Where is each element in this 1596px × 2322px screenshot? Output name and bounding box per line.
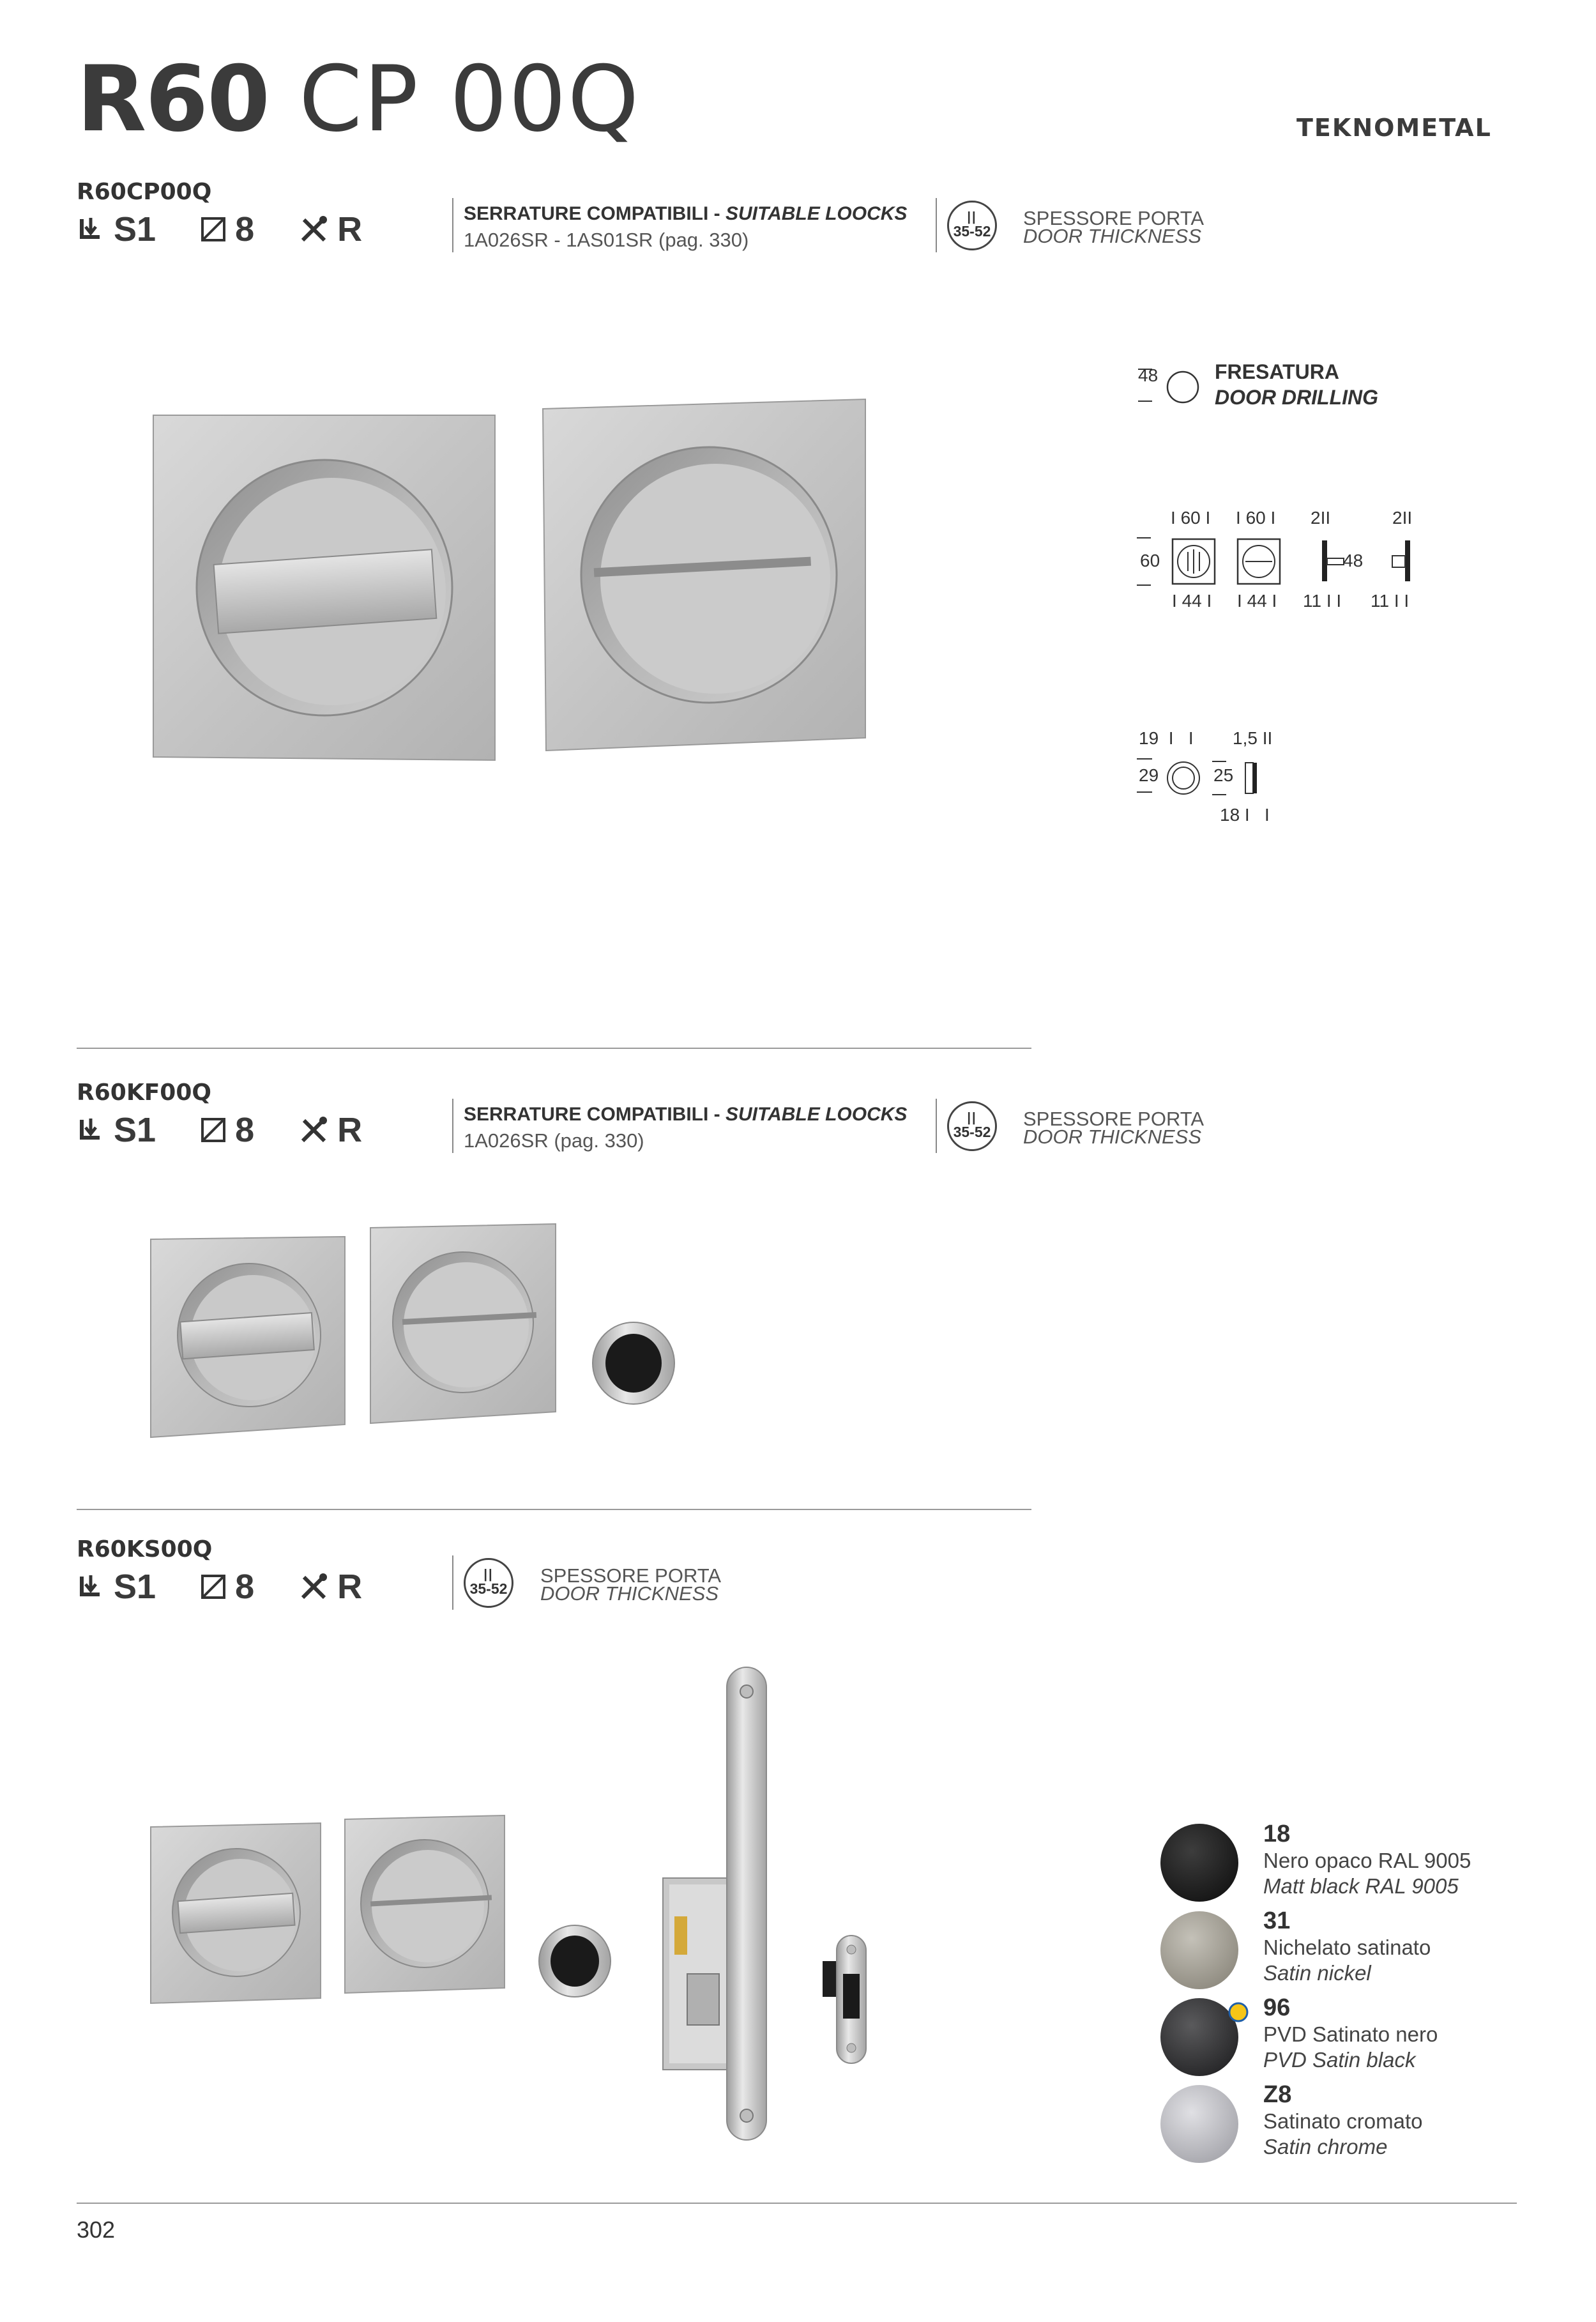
section-divider xyxy=(77,1048,1031,1049)
tools-icon xyxy=(299,215,328,244)
finish-name-it: Nichelato satinato xyxy=(1263,1936,1431,1959)
dim-pull-outer: 29 xyxy=(1139,765,1159,785)
finish-item xyxy=(1263,1907,1431,1986)
section-divider xyxy=(77,1509,1031,1510)
door-thickness-badge xyxy=(464,1558,513,1608)
door-thickness-label xyxy=(540,1564,722,1605)
dim-pull-top: 19 I I xyxy=(1139,728,1194,748)
drilling-diagram xyxy=(1137,530,1418,594)
square-value: 8 xyxy=(235,210,255,248)
pvd-badge-icon xyxy=(1229,2003,1247,2021)
thickness-range: 35-52 xyxy=(953,222,991,240)
finish-swatch-matt-black xyxy=(1159,1822,1242,1906)
square-spec xyxy=(201,210,254,249)
thickness-it: SPESSORE PORTA xyxy=(540,1564,722,1587)
dim-width-a: I 60 I xyxy=(1171,508,1211,528)
left-rosette xyxy=(153,415,495,760)
right-rosette xyxy=(543,399,865,751)
section-3-specs xyxy=(77,1567,407,1607)
door-thickness-label xyxy=(1023,207,1205,247)
product-title-light: CP 00Q xyxy=(299,47,641,152)
hand-direction-icon xyxy=(77,1573,105,1601)
square-spec xyxy=(201,1567,254,1607)
product-title-bold: R60 xyxy=(77,47,269,152)
finish-code: 18 xyxy=(1263,1821,1291,1847)
tool-spec xyxy=(299,210,362,249)
tool-value: R xyxy=(337,1111,363,1149)
dim-side-b-bottom: 11 I I xyxy=(1371,591,1410,611)
square-value: 8 xyxy=(235,1568,255,1606)
dim-inner-b: I 44 I xyxy=(1237,591,1277,611)
thickness-it: SPESSORE PORTA xyxy=(1023,1108,1205,1130)
thickness-it: SPESSORE PORTA xyxy=(1023,207,1205,229)
section-2-code: R60KF00Q xyxy=(77,1080,212,1106)
dim-height: 60 xyxy=(1140,551,1160,570)
thickness-en: DOOR THICKNESS xyxy=(1023,225,1202,247)
thickness-range: 35-52 xyxy=(469,1580,508,1597)
drilling-label xyxy=(1215,359,1378,410)
r60cp00q-product-image xyxy=(147,390,881,773)
thickness-icon: || xyxy=(967,1110,977,1125)
section-3-code: R60KS00Q xyxy=(77,1536,213,1562)
finish-name-it: Satinato cromato xyxy=(1263,2109,1423,2133)
hand-value: S1 xyxy=(114,1111,156,1149)
locks-list: 1A026SR (pag. 330) xyxy=(464,1129,644,1152)
hand-direction-icon xyxy=(77,215,105,243)
door-thickness-badge xyxy=(947,1101,997,1151)
drilling-label-it: FRESATURA xyxy=(1215,360,1339,383)
compatible-locks xyxy=(464,1104,907,1152)
dim-side-a-top: 2II xyxy=(1311,508,1331,528)
hole-diameter: 48 xyxy=(1138,365,1159,385)
hand-spec xyxy=(77,1110,156,1150)
thickness-icon: || xyxy=(483,1567,494,1582)
locks-title-it: SERRATURE COMPATIBILI - xyxy=(464,1104,726,1125)
square-spindle-icon xyxy=(201,1574,226,1600)
thickness-icon: || xyxy=(967,210,977,224)
dim-pull-depth: 18 I I xyxy=(1220,805,1270,825)
tool-value: R xyxy=(337,210,363,248)
dim-side-a-bottom: 11 I I xyxy=(1303,591,1342,611)
hand-direction-icon xyxy=(77,1116,105,1144)
door-thickness-badge xyxy=(947,201,997,250)
drill-hole-icon xyxy=(1137,358,1207,415)
drilling-label-en: DOOR DRILLING xyxy=(1215,386,1378,409)
r60ks00q-product-image xyxy=(147,1661,901,2146)
section-1-specs xyxy=(77,210,407,249)
square-spindle-icon xyxy=(201,1117,226,1143)
section-1-code: R60CP00Q xyxy=(77,179,212,205)
finish-name-it: PVD Satinato nero xyxy=(1263,2022,1438,2046)
finish-name-en: PVD Satin black xyxy=(1263,2048,1416,2072)
divider xyxy=(936,1099,937,1153)
locks-list: 1A026SR - 1AS01SR (pag. 330) xyxy=(464,229,749,251)
square-spindle-icon xyxy=(201,217,226,242)
divider xyxy=(452,1099,453,1153)
locks-title-en: SUITABLE LOOCKS xyxy=(725,1104,908,1125)
dim-width-b: I 60 I xyxy=(1236,508,1276,528)
tools-icon xyxy=(299,1572,328,1601)
finish-name-en: Satin nickel xyxy=(1263,1961,1371,1985)
hand-spec xyxy=(77,1567,156,1607)
hand-value: S1 xyxy=(114,1568,156,1606)
r60kf00q-product-image xyxy=(147,1220,690,1444)
thickness-en: DOOR THICKNESS xyxy=(540,1582,719,1605)
thickness-range: 35-52 xyxy=(953,1123,991,1140)
finish-item xyxy=(1263,2081,1422,2160)
tool-spec xyxy=(299,1110,362,1150)
finish-item xyxy=(1263,1821,1471,1899)
hand-value: S1 xyxy=(114,210,156,248)
square-spec xyxy=(201,1110,254,1150)
dim-side-depth: 48 xyxy=(1343,551,1364,570)
brand-name: TEKNOMETAL xyxy=(1296,114,1492,142)
pull-drilling-diagram xyxy=(1137,754,1277,805)
square-value: 8 xyxy=(235,1111,255,1149)
finish-code: 31 xyxy=(1263,1907,1291,1934)
tool-value: R xyxy=(337,1568,363,1606)
tools-icon xyxy=(299,1115,328,1145)
dim-inner-a: I 44 I xyxy=(1172,591,1212,611)
thickness-en: DOOR THICKNESS xyxy=(1023,1126,1202,1148)
finish-swatch-satin-chrome xyxy=(1159,2084,1242,2167)
dim-pull-inner: 25 xyxy=(1213,765,1234,785)
footer-divider xyxy=(77,2203,1517,2204)
finish-name-it: Nero opaco RAL 9005 xyxy=(1263,1849,1471,1872)
dim-side-b-top: 2II xyxy=(1392,508,1413,528)
finish-code: 96 xyxy=(1263,1994,1291,2021)
compatible-locks xyxy=(464,203,907,252)
section-2-specs xyxy=(77,1110,407,1150)
finish-name-en: Matt black RAL 9005 xyxy=(1263,1874,1459,1898)
page-number: 302 xyxy=(77,2217,116,2243)
finish-name-en: Satin chrome xyxy=(1263,2135,1388,2158)
finish-swatch-satin-nickel xyxy=(1159,1910,1242,1993)
locks-title-it: SERRATURE COMPATIBILI - xyxy=(464,203,726,224)
divider xyxy=(452,198,453,252)
finish-swatch-pvd-satin-black xyxy=(1159,1997,1255,2080)
door-thickness-label xyxy=(1023,1110,1204,1146)
hand-spec xyxy=(77,210,156,249)
tool-spec xyxy=(299,1567,362,1607)
finish-code: Z8 xyxy=(1263,2081,1292,2108)
finish-item xyxy=(1263,1994,1438,2073)
divider xyxy=(936,198,937,252)
dim-pull-flange: 1,5 II xyxy=(1233,728,1273,748)
locks-title-en: SUITABLE LOOCKS xyxy=(725,203,908,224)
divider xyxy=(452,1555,453,1610)
